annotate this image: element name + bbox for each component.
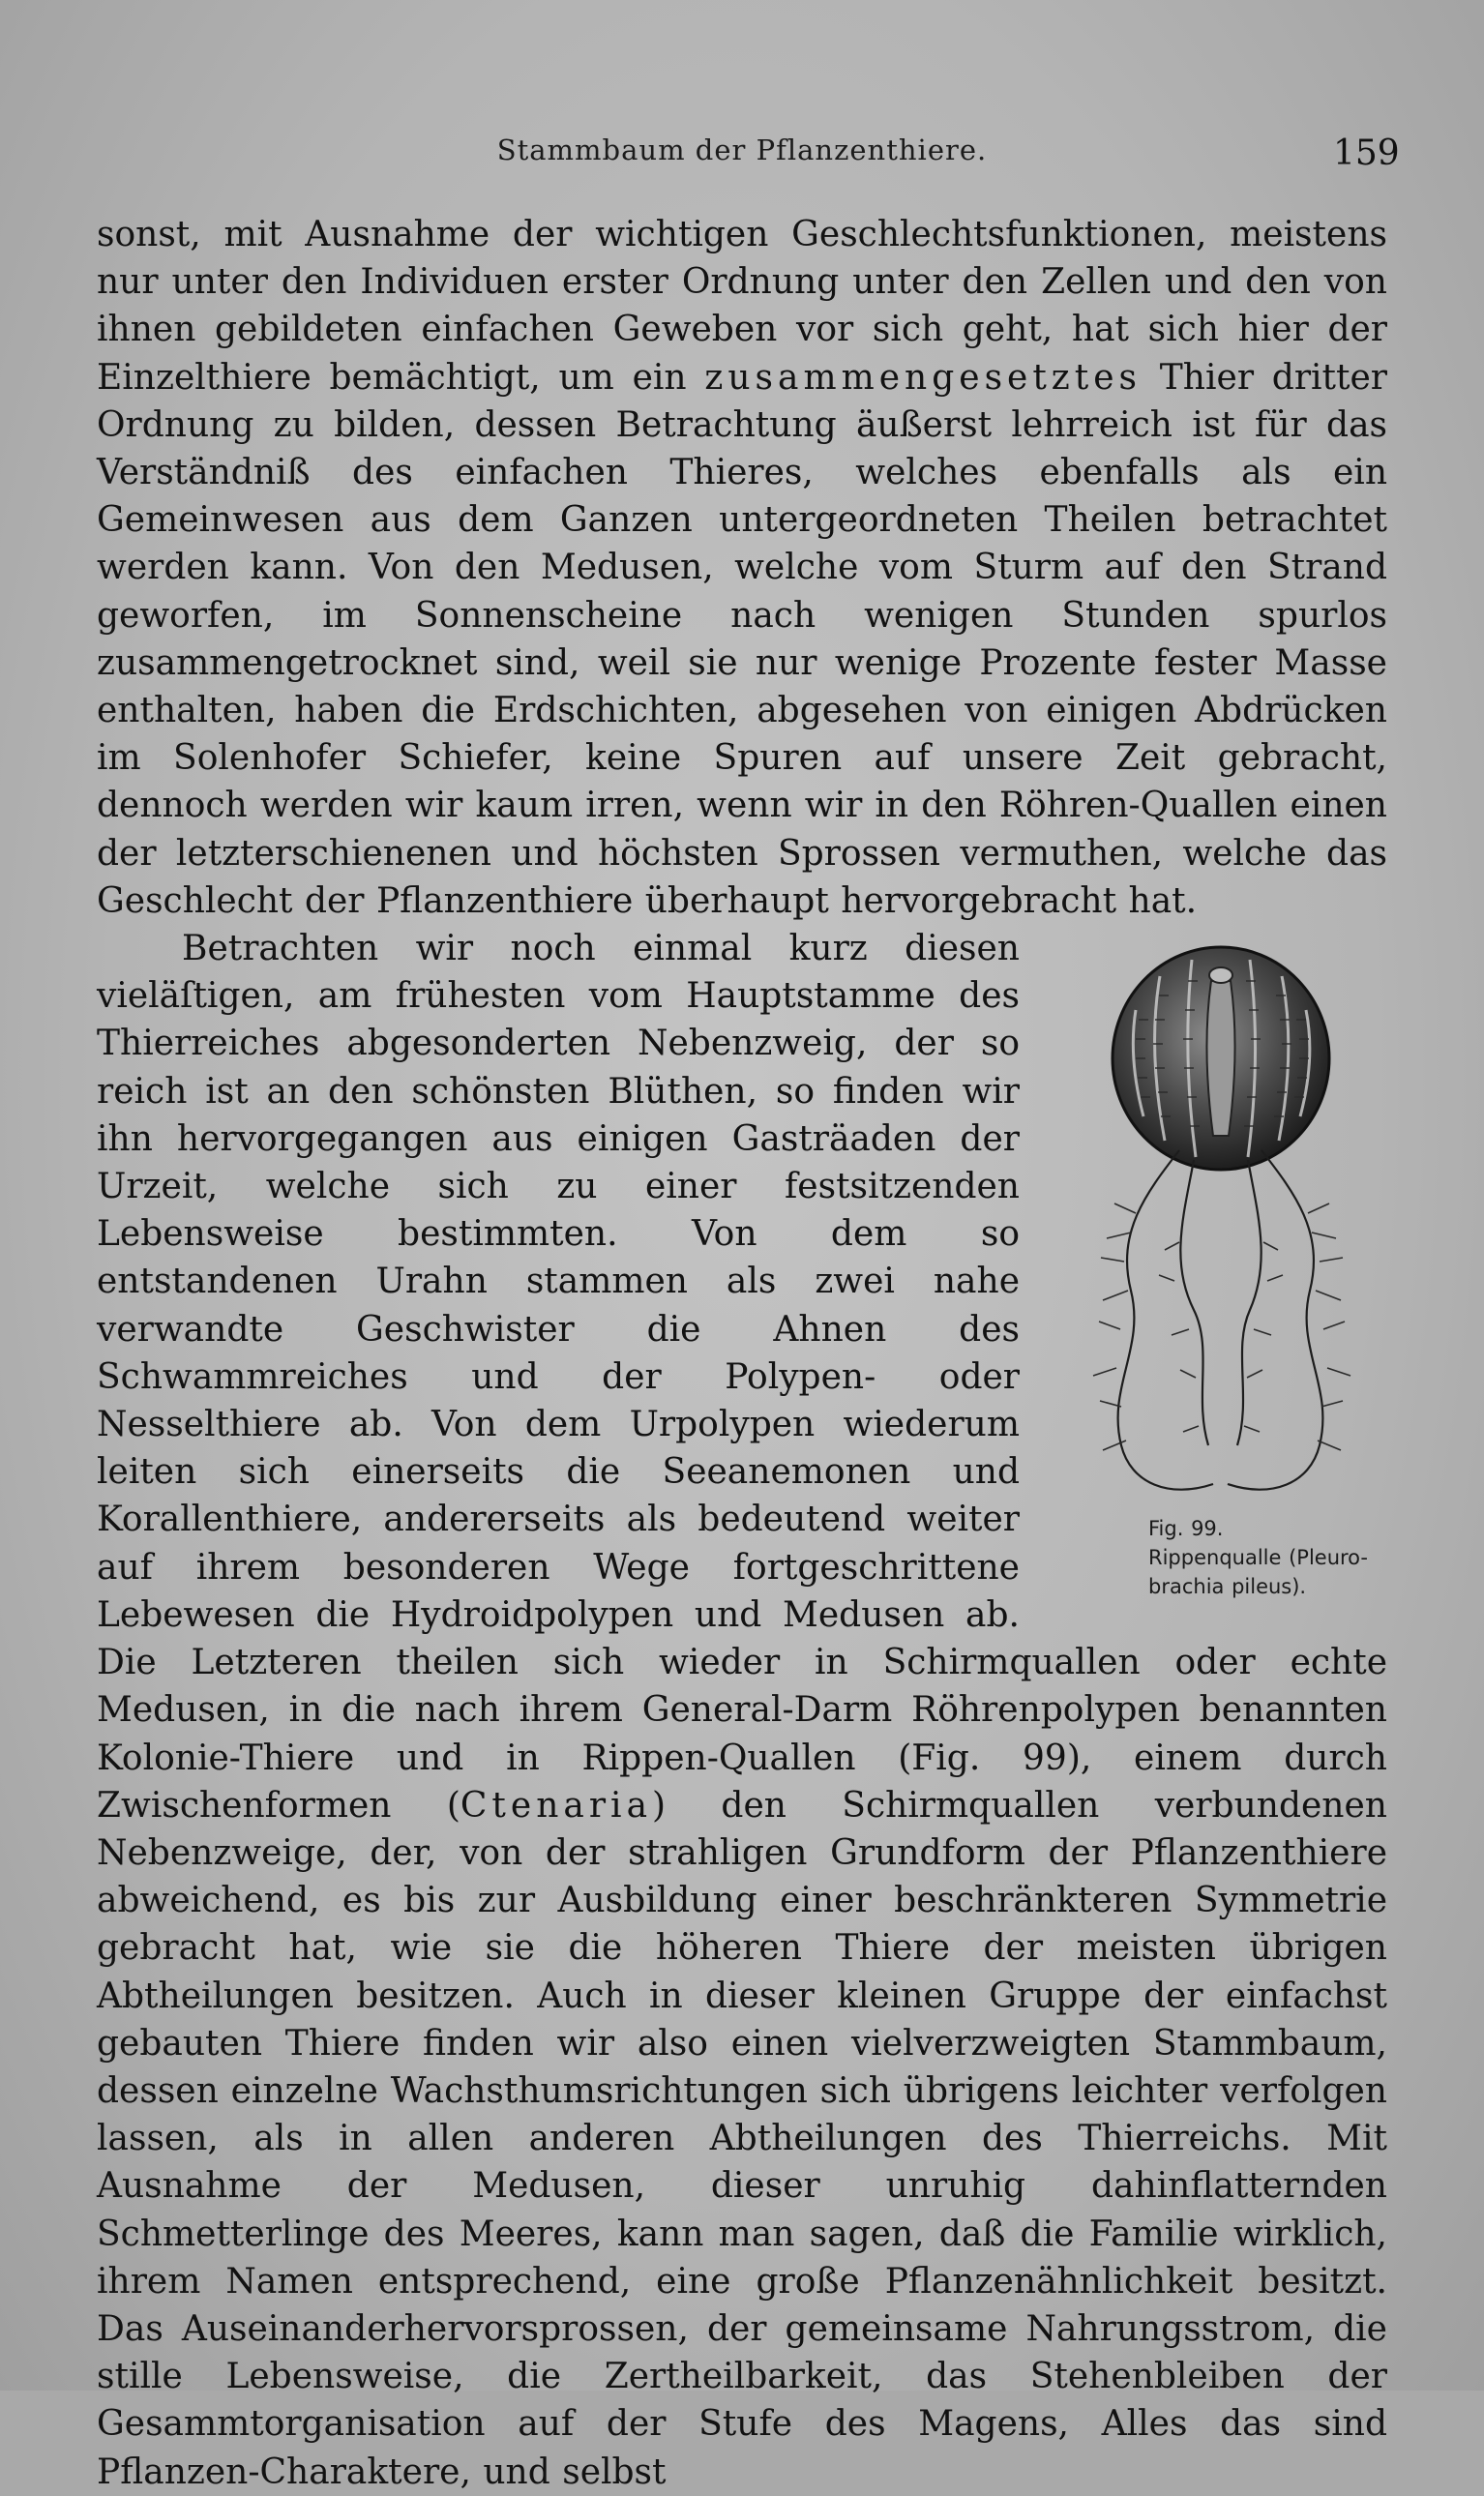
figure-caption-line-2: brachia pileus). xyxy=(1148,1575,1307,1599)
ctenophore-illustration xyxy=(1078,942,1368,1508)
paragraph-2 xyxy=(97,925,1387,2496)
paragraph-1 xyxy=(97,211,1387,925)
main-text xyxy=(97,211,1387,2496)
spaced-word: zusammengesetztes xyxy=(704,357,1143,398)
figure-number: Fig. 99. xyxy=(1148,1517,1224,1541)
paragraph-2-text-a: Betrachten wir noch einmal kurz diesen vieläſtigen, am frühesten vom Hauptstamme des Thierreiches abgesonderten Nebenzweig, der so reich ist an den schönsten Blüthen, so finden wir ihn hervorgegangen aus einigen Gasträaden der Urzeit, welche sich zu einer festsitzenden Lebensweise bestimmten. Von dem so entstandenen Urahn stammen als zwei nahe verwandte Geschwister die Ahnen des Schwammreiches und der Polypen- oder Nesselthiere ab. Von dem Urpolypen wiederum leiten sich einerseits die Seeanemonen und Korallenthiere, andererseits als bedeutend weiter auf ihrem besonderen Wege fortgeschrittene Lebewesen die Hydroidpolypen und Medusen ab. Die Letzteren theilen sich wieder in Schirmquallen oder echte Medusen, in die nach ihrem General-Darm Röhrenpolypen benannten Kolonie-Thiere und in Rippen-Quallen (Fig. 99), einem durch Zwischenformen ( xyxy=(97,929,1387,1826)
figure-caption xyxy=(1063,1514,1382,1601)
figure-caption-line-1: Rippenqualle (Pleuro- xyxy=(1148,1546,1368,1570)
page-number: 159 xyxy=(1333,134,1400,173)
figure-99 xyxy=(1058,942,1387,1615)
paragraph-2-text-b: ) den Schirmquallen verbundenen Nebenzweige, der, von der strahligen Grundform der Pflanzenthiere abweichend, es bis zur Ausbildung einer beschränkteren Symmetrie gebracht hat, wie sie die höheren Thiere der meisten übrigen Abtheilungen besitzen. Auch in dieser kleinen Gruppe der einfachst gebauten Thiere finden wir also einen vielverzweigten Stammbaum, dessen einzelne Wachsthumsrichtungen sich übrigens leichter verfolgen lassen, als in allen anderen Abtheilungen des Thierreichs. Mit Ausnahme der Medusen, dieser unruhig dahinflatternden Schmetterlinge des Meeres, kann man sagen, daß die Familie wirklich, ihrem Namen entsprechend, eine große Pflanzenähnlichkeit besitzt. Das Auseinanderhervorsprossen, der gemeinsame Nahrungsstrom, die stille Lebensweise, die Zertheilbarkeit, das Stehenbleiben der Gesammtorganisation auf der Stufe des Magens, Alles das sind Pflanzen-Charaktere, und selbst xyxy=(97,1785,1387,2492)
paragraph-1-rest: Thier dritter Ordnung zu bilden, dessen Betrachtung äußerst lehrreich ist für das Verständniß des einfachen Thieres, welches ebenfalls als ein Gemeinwesen aus dem Ganzen untergeordneten Theilen betrachtet werden kann. Von den Medusen, welche vom Sturm auf den Strand geworfen, im Sonnenscheine nach wenigen Stunden spurlos zusammengetrocknet sind, weil sie nur wenige Prozente fester Masse enthalten, haben die Erdschichten, abgesehen von einigen Abdrücken im Solenhofer Schiefer, keine Spuren auf unsere Zeit gebracht, dennoch werden wir kaum irren, wenn wir in den Röhren-Quallen einen der letzterschienenen und höchsten Sprossen vermuthen, welche das Geschlecht der Pflanzenthiere überhaupt hervorgebracht hat. xyxy=(97,357,1387,921)
paragraph-1-text: sonst, mit Ausnahme der wichtigen Geschlechtsfunktionen, meistens nur unter den Individuen erster Ordnung unter den Zellen und den von ihnen gebildeten einfachen Geweben vor sich geht, hat sich hier der Einzelthiere bemächtigt, um ein xyxy=(97,215,1387,398)
running-title: Stammbaum der Pflanzenthiere. xyxy=(496,134,988,166)
spaced-term: Ctenaria xyxy=(460,1785,653,1826)
